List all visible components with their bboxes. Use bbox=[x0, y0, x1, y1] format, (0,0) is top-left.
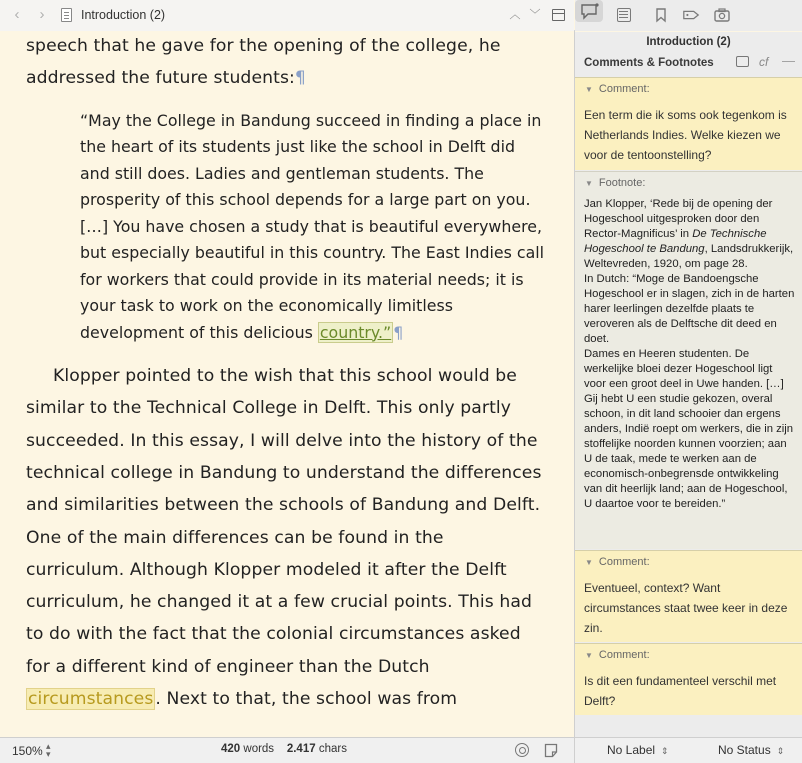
footnote-text[interactable] bbox=[584, 197, 796, 512]
tag-icon[interactable] bbox=[682, 7, 700, 23]
comment-anchor-circumstances[interactable]: circumstances bbox=[28, 689, 154, 710]
delete-note-button[interactable]: — bbox=[782, 53, 795, 68]
chevron-down-icon[interactable]: ﹀ bbox=[529, 9, 541, 21]
citation-text: Jan Klopper, ‘Rede bij de opening der Hogeschool uitgesproken door den Rector-Magnificus’ in bbox=[584, 198, 773, 240]
back-arrow-icon[interactable]: ‹ bbox=[14, 6, 20, 23]
zoom-select[interactable]: 150% bbox=[12, 744, 43, 758]
comment-anchor-country[interactable]: country.” bbox=[319, 322, 392, 342]
quote-text: “May the College in Bandung succeed in finding a place in the heart of its students just like the school in Delft did and still does. Ladies and gentleman students. The prosperity of this school depends for a large part on you. […] You have chosen a study that is beautiful everywhere, but especially beautiful in this country. The East Indies call for workers that could provide in its material needs; it is your task to work on the economically limitless development of this delicious bbox=[80, 110, 545, 342]
char-count-label: chars bbox=[315, 743, 347, 755]
note-header[interactable] bbox=[585, 556, 650, 568]
comment-text[interactable]: Is dit een fundamenteel verschil met Delft? bbox=[584, 674, 777, 708]
inspector-subtitle: Comments & Footnotes bbox=[584, 57, 714, 69]
disclosure-triangle-icon[interactable]: ▼ bbox=[585, 651, 593, 660]
note-header[interactable] bbox=[585, 83, 650, 95]
speech-bubble-icon bbox=[575, 0, 603, 22]
footer-bar bbox=[0, 737, 802, 763]
toolbar bbox=[0, 0, 802, 31]
citation-title: De Technische Hogeschool te Bandung bbox=[584, 228, 767, 255]
chevron-up-icon[interactable]: ︿ bbox=[509, 9, 521, 21]
note-label: Comment: bbox=[598, 556, 650, 568]
char-count-value: 2.417 bbox=[286, 743, 316, 755]
word-count-label: words bbox=[240, 743, 275, 755]
status-dropdown[interactable] bbox=[718, 743, 784, 757]
calendar-icon[interactable] bbox=[617, 8, 631, 22]
footnote-dutch-2: Dames en Heeren studenten. De werkelijke bloei dezer Hogeschool ligt voor een groot deel in Uwe handen. […] Gij hebt U een studie gekozen, overal schoon, in dit land schooier dan ergens anders, Indië roept om werkers, die in zijn stoffelijke noorden kunnen voorzien; aan U de taak, mede te werken aan de economisch-onbegrensde ontwikkeling van dit heerlijk land; aan de Hogeschool, U daartoe voor te bereiden.” bbox=[584, 348, 794, 510]
editor-header bbox=[0, 0, 574, 31]
note-label: Comment: bbox=[598, 83, 650, 95]
disclosure-triangle-icon[interactable]: ▼ bbox=[585, 558, 593, 567]
updown-arrows-icon: ⇕ bbox=[661, 746, 669, 756]
label-dropdown[interactable] bbox=[607, 743, 669, 757]
note-header[interactable] bbox=[585, 177, 645, 189]
paragraph-text-end: . Next to that, the school was from bbox=[155, 689, 458, 710]
note-header[interactable] bbox=[585, 649, 650, 661]
footnote-dutch-1: In Dutch: “Moge de Bandoengsche Hogeschool er in slagen, zich in de harten harer leerlingen dezelfde plaats te veroveren als de Delftsche dit deed en doet. bbox=[584, 273, 795, 345]
footnote-card[interactable] bbox=[575, 171, 802, 549]
split-editor-icon[interactable] bbox=[552, 9, 565, 21]
comment-text[interactable]: Een term die ik soms ook tegenkom is Netherlands Indies. Welke kiezen we voor de tentoonstelling? bbox=[584, 108, 787, 162]
zoom-stepper-icon[interactable]: ▴ ▾ bbox=[46, 741, 51, 759]
inspector-title: Introduction (2) bbox=[646, 36, 731, 48]
paragraph-text: speech that he gave for the opening of the college, he addressed the future students: bbox=[26, 36, 501, 89]
note-label: Footnote: bbox=[598, 177, 646, 189]
comment-card[interactable] bbox=[575, 550, 802, 642]
paragraph-text: Klopper pointed to the wish that this school would be similar to the Technical College in Delft. This only partly succeeded. In this essay, I will delve into the history of the technical college in Bandung to understand the differences and similarities between the schools of Bandung and Delft. One of the main differences can be found in the curriculum. Although Klopper modeled it after the Delft curriculum, he changed it at a few crucial points. This had to do with the fact that the colonial circumstances asked for a different kind of engineer than the Dutch bbox=[26, 366, 542, 677]
inspector-pane bbox=[575, 32, 802, 737]
footnote-citation bbox=[584, 197, 796, 272]
forward-arrow-icon[interactable]: › bbox=[39, 6, 45, 23]
camera-icon[interactable] bbox=[713, 7, 731, 23]
pilcrow-mark: ¶ bbox=[393, 322, 404, 342]
updown-arrows-icon: ⇕ bbox=[776, 746, 785, 756]
word-count-value: 420 bbox=[221, 743, 241, 755]
paragraph[interactable] bbox=[26, 32, 546, 95]
add-comment-icon[interactable] bbox=[736, 56, 749, 67]
label-value: No Label bbox=[607, 743, 656, 757]
paragraph[interactable] bbox=[26, 360, 546, 715]
comment-card[interactable] bbox=[575, 643, 802, 715]
inspector-tabs bbox=[575, 0, 802, 31]
block-quote[interactable] bbox=[26, 108, 546, 347]
comments-tab[interactable] bbox=[575, 0, 603, 22]
editor-text bbox=[26, 32, 546, 715]
editor-pane[interactable] bbox=[0, 32, 574, 737]
disclosure-triangle-icon[interactable]: ▼ bbox=[585, 85, 593, 94]
document-icon bbox=[61, 8, 72, 22]
add-footnote-button[interactable]: cf bbox=[759, 55, 769, 69]
target-icon[interactable] bbox=[515, 743, 529, 757]
footer-divider bbox=[574, 738, 575, 763]
document-notes-icon[interactable] bbox=[544, 743, 558, 758]
word-char-count bbox=[221, 743, 347, 755]
pilcrow-mark: ¶ bbox=[294, 68, 306, 89]
citation-text-end: , Landsdrukkerijk, Weltevreden, 1920, om page 28. bbox=[584, 243, 794, 270]
status-value: No Status bbox=[718, 743, 771, 757]
document-title[interactable]: Introduction (2) bbox=[81, 8, 166, 22]
note-label: Comment: bbox=[598, 649, 650, 661]
disclosure-triangle-icon[interactable]: ▼ bbox=[585, 179, 593, 188]
bookmark-icon[interactable] bbox=[652, 7, 670, 23]
comment-card[interactable] bbox=[575, 77, 802, 170]
comment-text[interactable]: Eventueel, context? Want circumstances staat twee keer in deze zin. bbox=[584, 581, 788, 635]
